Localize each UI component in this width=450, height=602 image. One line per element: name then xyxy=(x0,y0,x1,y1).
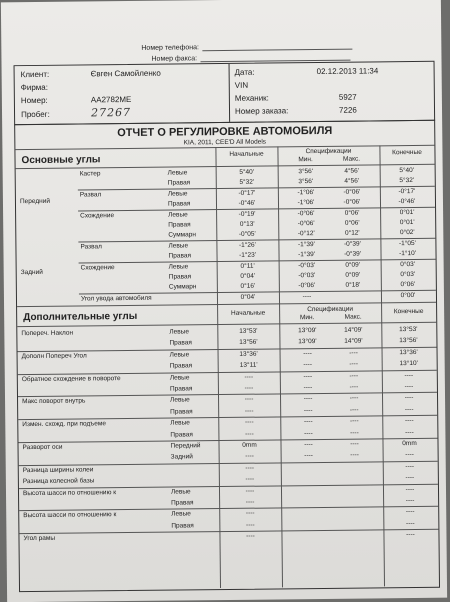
row-side: Суммарн xyxy=(169,284,197,291)
row-min: ---- xyxy=(286,384,330,391)
fax-label: Номер факса: xyxy=(151,55,197,62)
row-max: 4°56' xyxy=(330,178,374,185)
row-final: -1°10' xyxy=(385,250,429,257)
row-max: ---- xyxy=(332,395,376,402)
row-initial: -0°46' xyxy=(225,200,269,207)
row-max: 4°56' xyxy=(330,167,374,174)
row-final: 5°32' xyxy=(385,177,429,184)
row-side: Правая xyxy=(170,431,192,438)
row-min: -0°06' xyxy=(285,282,329,289)
client-row xyxy=(21,68,161,81)
row-final: 13°53' xyxy=(386,326,430,333)
row-initial: 13°36' xyxy=(227,350,271,357)
row-max: ---- xyxy=(332,372,376,379)
order-label: Номер заказа: xyxy=(235,105,315,118)
mechanic-value: 5927 xyxy=(339,93,357,102)
row-initial: 0°04' xyxy=(226,273,270,280)
phone-label: Номер телефона: xyxy=(141,44,199,52)
row-side: Правая xyxy=(171,522,193,529)
row-initial: -0°05' xyxy=(225,231,269,238)
row-initial: 0°04' xyxy=(226,293,270,300)
number-value: AA2782ME xyxy=(91,95,132,104)
report-title: ОТЧЕТ О РЕГУЛИРОВКЕ АВТОМОБИЛЯ xyxy=(15,124,434,140)
row-final: 5°40' xyxy=(385,167,429,174)
date-label: Дата: xyxy=(235,66,315,79)
row-min: -1°39' xyxy=(284,251,328,258)
col-initial: Начальные xyxy=(215,150,277,158)
row-max: 0°09' xyxy=(331,271,375,278)
row-max: ---- xyxy=(332,361,376,368)
row-side: Передний xyxy=(170,442,200,449)
row-min: 13°09' xyxy=(285,327,329,334)
row-min: -0°03' xyxy=(285,261,329,268)
row-initial: ---- xyxy=(227,373,271,380)
row-side: Левые xyxy=(170,420,190,427)
row-side: Задний xyxy=(171,454,193,461)
row-side: Правая xyxy=(169,253,191,260)
row-min: 3°56' xyxy=(284,168,328,175)
row-final: ---- xyxy=(387,417,431,424)
row-max: 0°09' xyxy=(331,261,375,268)
row-side: Левые xyxy=(171,488,191,495)
row-final: 13°56' xyxy=(386,337,430,344)
row-side: Правая xyxy=(170,385,192,392)
row-initial: -0°19' xyxy=(225,210,269,217)
mileage-label: Пробег: xyxy=(21,108,91,121)
row-min: ---- xyxy=(286,441,330,448)
mechanic-label: Механик: xyxy=(235,92,315,105)
alignment-report-table xyxy=(14,120,440,592)
mileage-row xyxy=(21,107,131,120)
mileage-value: 27267 xyxy=(91,106,131,119)
row-min: ---- xyxy=(286,429,330,436)
row-side: Левые xyxy=(168,190,188,197)
col-min: Мин. xyxy=(283,156,327,163)
row-side: Правая xyxy=(169,273,191,280)
phone-underline xyxy=(202,41,352,52)
col-line-1 xyxy=(215,147,221,588)
row-max: ---- xyxy=(332,349,376,356)
firm-label: Фирма: xyxy=(21,81,91,94)
row-param: Разница ширины колеи xyxy=(23,466,94,474)
info-divider xyxy=(229,64,231,122)
row-min: ---- xyxy=(285,293,329,300)
row-max: -0°06' xyxy=(330,188,374,195)
row-initial: 0°16' xyxy=(226,283,270,290)
row-side: Левые xyxy=(171,511,191,518)
fax-underline xyxy=(200,52,350,63)
row-max: 14°09' xyxy=(331,338,375,345)
row-max: 0°18' xyxy=(331,282,375,289)
row-initial: 13°53' xyxy=(226,328,270,335)
row-side: Правая xyxy=(170,408,192,415)
row-initial: 5°32' xyxy=(225,179,269,186)
row-side: Правая xyxy=(169,340,191,347)
col-min-2: Мин. xyxy=(285,314,329,321)
row-final: ---- xyxy=(388,474,432,481)
col-spec-2: Спецификации xyxy=(279,305,381,313)
row-side: Левые xyxy=(168,242,188,249)
row-final: 13°36' xyxy=(387,349,431,356)
row-final: 0°01' xyxy=(385,208,429,215)
row-min: ---- xyxy=(286,372,330,379)
row-final: 0°03' xyxy=(386,260,430,267)
row-side: Правая xyxy=(168,201,190,208)
row-min: 3°56' xyxy=(284,178,328,185)
row-initial: ---- xyxy=(227,430,271,437)
row-side: Левые xyxy=(170,397,190,404)
row-final: ---- xyxy=(387,394,431,401)
row-max: ---- xyxy=(332,406,376,413)
row-param: Угол рамы xyxy=(23,535,55,542)
client-value: Євген Самойленко xyxy=(91,69,161,79)
row-initial: ---- xyxy=(228,487,272,494)
phone-line xyxy=(141,41,352,52)
row-final: 0°00' xyxy=(386,292,430,299)
row-final: ---- xyxy=(388,463,432,470)
front-group-label: Передний xyxy=(20,198,50,205)
row-initial: -1°26' xyxy=(225,241,269,248)
row-final: -0°46' xyxy=(385,198,429,205)
row-initial: ---- xyxy=(228,464,272,471)
firm-row xyxy=(21,81,91,94)
row-param: Попереч. Наклон xyxy=(21,330,73,338)
row-param: Разворот оси xyxy=(22,444,62,451)
report-sheet xyxy=(1,0,447,602)
row-min: ---- xyxy=(286,395,330,402)
row-initial: 0°13' xyxy=(225,221,269,228)
row-initial: ---- xyxy=(228,476,272,483)
date-row xyxy=(235,65,379,79)
col-spec: Спецификации xyxy=(277,147,379,155)
row-final: 0°02' xyxy=(385,229,429,236)
row-initial: 13°11' xyxy=(227,362,271,369)
col-initial-2: Начальные xyxy=(217,309,279,317)
row-param: Макс поворот внутрь xyxy=(22,398,85,406)
row-min: -0°06' xyxy=(284,220,328,227)
row-max: 0°06' xyxy=(330,219,374,226)
row-min: -0°06' xyxy=(284,209,328,216)
row-final: 0°01' xyxy=(385,219,429,226)
row-param: Схождение xyxy=(80,212,114,219)
row-max: 0°12' xyxy=(330,230,374,237)
row-initial: ---- xyxy=(227,407,271,414)
row-param: Высота шасси по отношению к xyxy=(23,512,116,520)
row-final: ---- xyxy=(388,520,432,527)
row-param: Дополн Попереч Угол xyxy=(22,352,87,360)
row-side: Левые xyxy=(168,211,188,218)
row-final: ---- xyxy=(387,428,431,435)
row-side: Правая xyxy=(168,180,190,187)
col-final-2: Конечные xyxy=(381,308,436,316)
row-min: -1°06' xyxy=(284,189,328,196)
row-min: -1°06' xyxy=(284,199,328,206)
row-final: ---- xyxy=(387,383,431,390)
client-info-box xyxy=(14,61,436,125)
row-final: ---- xyxy=(388,497,432,504)
row-final: 0°06' xyxy=(386,281,430,288)
row-min: ---- xyxy=(287,452,331,459)
row-param: Измен. схожд. при подъеме xyxy=(22,420,106,428)
row-min: ---- xyxy=(286,361,330,368)
row-min: ---- xyxy=(286,350,330,357)
row-param: Развал xyxy=(80,243,102,250)
row-side: Левые xyxy=(168,169,188,176)
row-initial: ---- xyxy=(228,521,272,528)
row-initial: ---- xyxy=(228,453,272,460)
row-max: -0°06' xyxy=(330,199,374,206)
row-min: ---- xyxy=(286,418,330,425)
row-initial: 5°40' xyxy=(225,169,269,176)
rear-group-label: Задний xyxy=(21,269,43,276)
row-initial: 0mm xyxy=(227,442,271,449)
row-param: Угол увода автомобиля xyxy=(81,295,152,303)
row-param: Развал xyxy=(80,191,102,198)
col-max: Макс. xyxy=(329,155,373,162)
row-final: ---- xyxy=(387,406,431,413)
report-subtitle: KIA, 2011, CEE'D All Models xyxy=(15,137,434,148)
row-param: Схождение xyxy=(81,264,115,271)
date-value: 02.12.2013 11:34 xyxy=(317,66,379,76)
row-side: Суммарн xyxy=(168,232,196,239)
row-min: ---- xyxy=(286,407,330,414)
row-initial: ---- xyxy=(227,396,271,403)
col-line-2 xyxy=(277,146,283,587)
row-max: ---- xyxy=(332,429,376,436)
row-initial: -1°23' xyxy=(225,252,269,259)
row-final: 0°03' xyxy=(386,271,430,278)
mechanic-row xyxy=(235,92,357,105)
row-final: -1°05' xyxy=(385,240,429,247)
vin-row xyxy=(235,79,315,92)
row-max: ---- xyxy=(332,418,376,425)
row-min: -1°39' xyxy=(284,241,328,248)
row-param: Обратное схождение в повороте xyxy=(22,375,121,383)
row-initial: ---- xyxy=(227,419,271,426)
row-max: 0°06' xyxy=(330,209,374,216)
row-initial: ---- xyxy=(228,533,272,540)
row-final: -0°17' xyxy=(385,188,429,195)
client-label: Клиент: xyxy=(21,68,91,81)
vin-label: VIN xyxy=(235,79,315,92)
row-final: 0mm xyxy=(387,440,431,447)
row-final: ---- xyxy=(387,371,431,378)
basic-heading: Основные углы xyxy=(21,154,100,166)
row-initial: 13°56' xyxy=(226,339,270,346)
row-min: -0°12' xyxy=(284,230,328,237)
col-final: Конечные xyxy=(379,149,434,157)
col-max-2: Макс. xyxy=(331,313,375,320)
row-max: ---- xyxy=(333,452,377,459)
row-min: -0°03' xyxy=(285,272,329,279)
row-param: Разница колесной базы xyxy=(23,478,95,486)
row-param: Кастер xyxy=(80,170,101,177)
number-label: Номер: xyxy=(21,94,91,107)
row-max: -0°39' xyxy=(330,251,374,258)
extra-heading: Дополнительные углы xyxy=(23,311,137,323)
row-side: Левые xyxy=(170,351,190,358)
row-max: ---- xyxy=(332,440,376,447)
order-row xyxy=(235,105,357,118)
row-initial: ---- xyxy=(228,510,272,517)
row-side: Левые xyxy=(169,328,189,335)
row-initial: 0°11' xyxy=(226,262,270,269)
row-initial: ---- xyxy=(228,499,272,506)
row-final: ---- xyxy=(388,451,432,458)
row-param: Высота шасси по отношению к xyxy=(23,489,116,497)
row-side: Правая xyxy=(170,363,192,370)
row-max: ---- xyxy=(332,383,376,390)
row-final: 13°10' xyxy=(387,360,431,367)
order-value: 7226 xyxy=(339,106,357,115)
row-initial: ---- xyxy=(227,385,271,392)
row-max: 14°09' xyxy=(331,326,375,333)
row-initial: -0°17' xyxy=(225,189,269,196)
row-final: ---- xyxy=(388,485,432,492)
row-side: Правая xyxy=(168,221,190,228)
row-min: 13°09' xyxy=(285,338,329,345)
row-final: ---- xyxy=(388,531,432,538)
row-side: Правая xyxy=(171,499,193,506)
row-final: ---- xyxy=(388,508,432,515)
row-max: -0°39' xyxy=(330,240,374,247)
row-side: Левые xyxy=(169,263,189,270)
row-side: Левые xyxy=(170,374,190,381)
